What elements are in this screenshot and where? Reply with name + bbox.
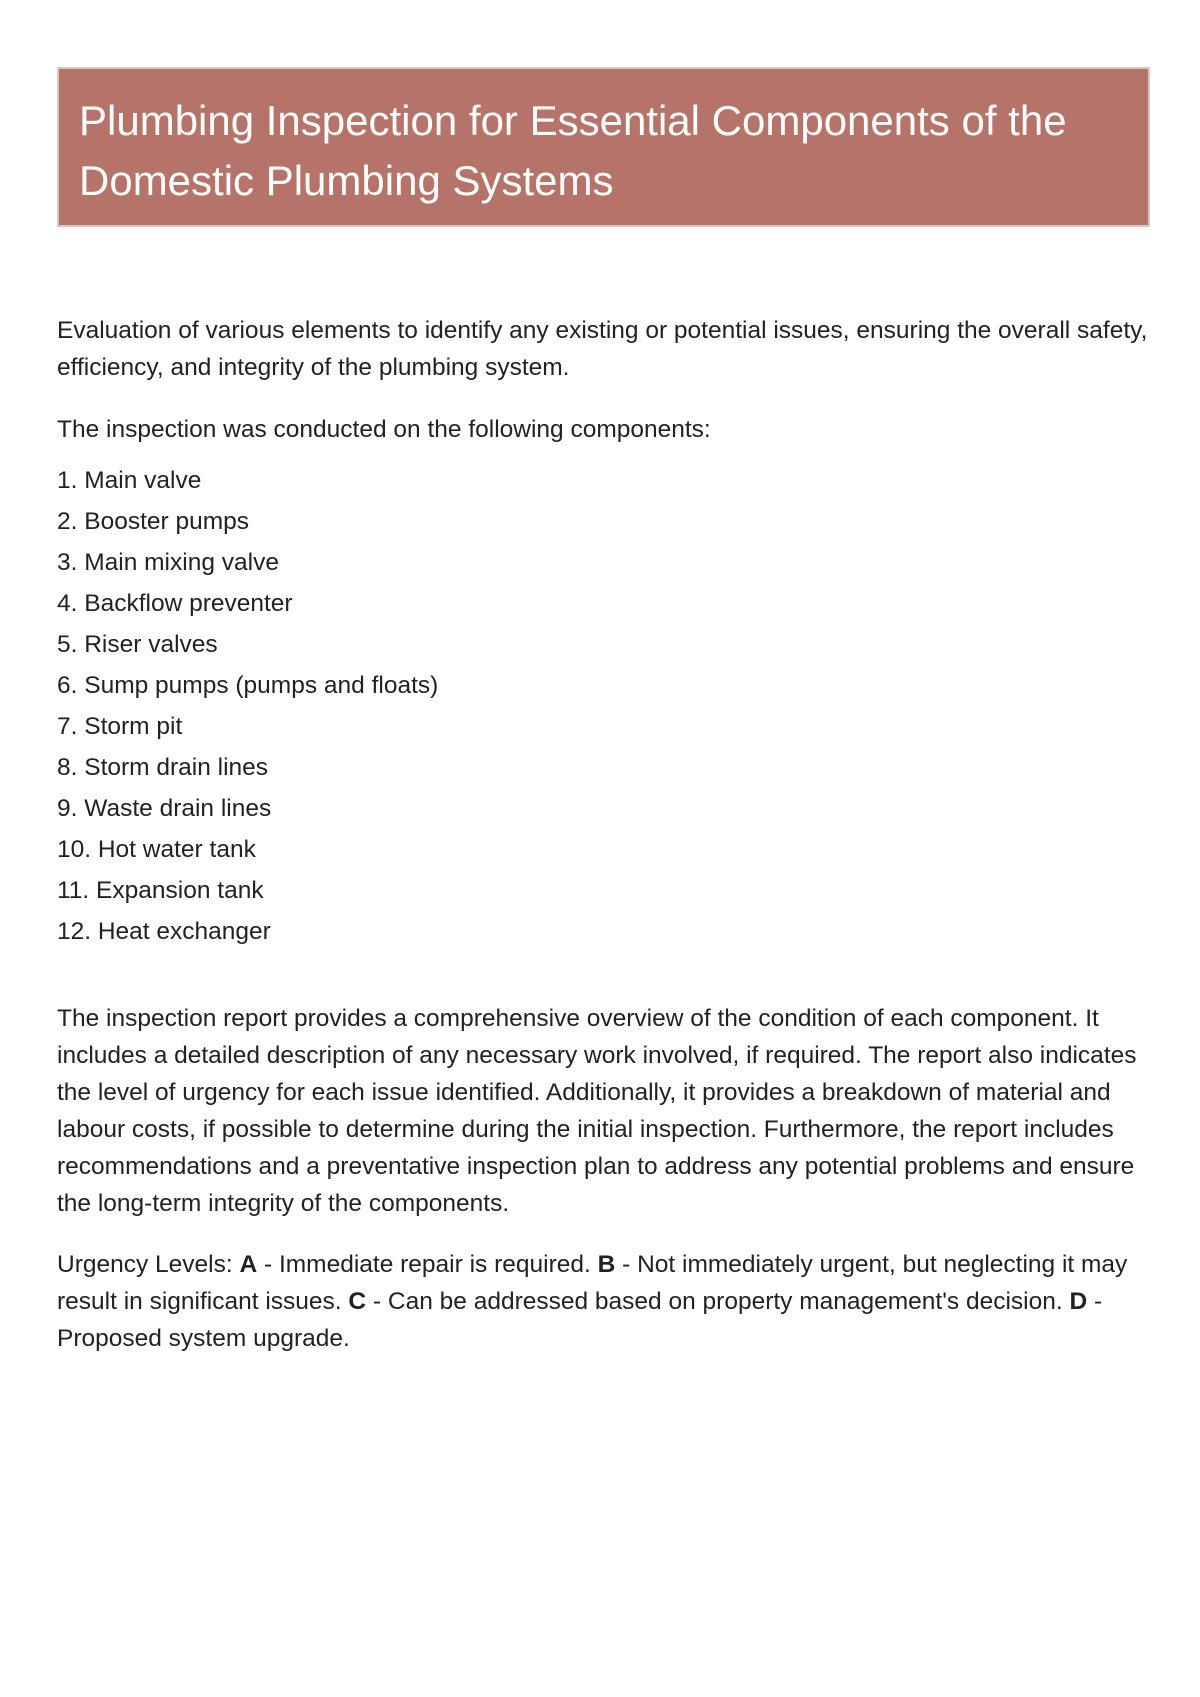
title-banner (57, 67, 1150, 227)
urgency-text-c: - Can be addressed based on property management's decision. (366, 1288, 1070, 1315)
list-item: 8. Storm drain lines (57, 754, 269, 781)
urgency-label: Urgency Levels: (57, 1251, 240, 1278)
urgency-text-d: - Proposed system upgrade. (57, 1288, 1103, 1352)
document-page (57, 67, 1150, 1357)
list-item: 12. Heat exchanger (57, 918, 271, 945)
intro-paragraph: Evaluation of various elements to identify any existing or potential issues, ensuring the overall safety, efficiency, and integrity of the plumbing system. (57, 317, 1148, 381)
list-item: 2. Booster pumps (57, 508, 250, 535)
urgency-code-a: A (239, 1251, 258, 1278)
list-item: 11. Expansion tank (57, 877, 264, 904)
urgency-code-b: B (597, 1251, 616, 1278)
list-item: 10. Hot water tank (57, 836, 256, 863)
list-item: 7. Storm pit (57, 713, 183, 740)
list-item: 6. Sump pumps (pumps and floats) (57, 672, 439, 699)
urgency-text-a: - Immediate repair is required. (257, 1251, 598, 1278)
list-item: 4. Backflow preventer (57, 590, 293, 617)
urgency-code-c: C (348, 1288, 367, 1315)
urgency-code-d: D (1069, 1288, 1088, 1315)
list-item: 9. Waste drain lines (57, 795, 272, 822)
urgency-text-b: - Not immediately urgent, but neglecting it may result in significant issues. (57, 1251, 1128, 1315)
list-item: 3. Main mixing valve (57, 549, 279, 576)
report-description: The inspection report provides a comprehensive overview of the condition of each component. It includes a detailed description of any necessary work involved, if required. The report also indicates the level of urgency for each issue identified. Additionally, it provides a breakdown of material and labour costs, if possible to determine during the initial inspection. Furthermore, the report includes recommendations and a preventative inspection plan to address any potential problems and ensure the long-term integrity of the components. (57, 1005, 1137, 1217)
urgency-levels (57, 1246, 1150, 1357)
list-item: 1. Main valve (57, 467, 202, 494)
page-title: Plumbing Inspection for Essential Components of the Domestic Plumbing Systems (79, 97, 1067, 204)
list-item: 5. Riser valves (57, 631, 218, 658)
components-lead: The inspection was conducted on the following components: (57, 416, 711, 443)
components-list (57, 460, 1150, 952)
